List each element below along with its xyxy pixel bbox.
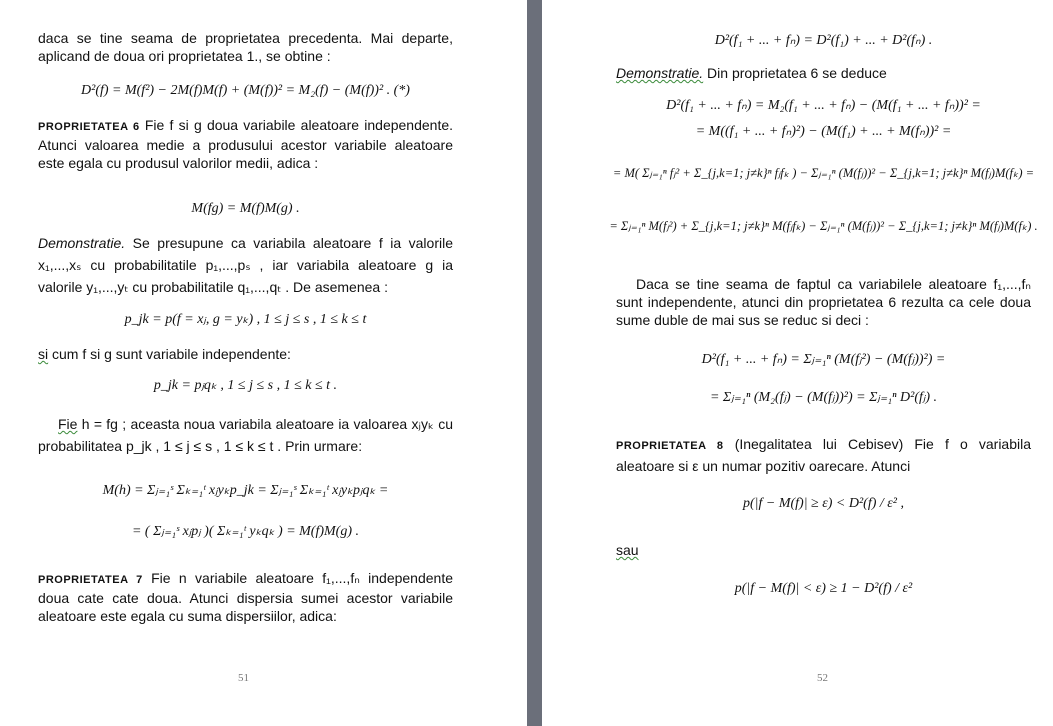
equation: p(|f − M(f)| ≥ ε) < D²(f) / ε² ,: [742, 496, 904, 511]
proposition-8: [616, 434, 1031, 476]
page-right: [542, 0, 1053, 726]
equation: D²(f₁ + ... + fₙ) = Σⱼ₌₁ⁿ (M(fⱼ²) − (M(fⱼ))²) =: [701, 352, 946, 367]
paragraph-text: h = fg ; aceasta noua variabila aleatoare ia valoarea xⱼyₖ cu probabilitatea p_jk , 1 ≤ j ≤ s , 1 ≤ k ≤ t . Prin urmare:: [38, 416, 453, 454]
paragraph: daca se tine seama de proprietatea precedenta. Mai departe, aplicand de doua ori proprietatea 1., se obtine :: [38, 30, 453, 64]
proposition-6: [38, 116, 453, 172]
page-number: 51: [238, 672, 249, 684]
equation: p_jk = pⱼqₖ , 1 ≤ j ≤ s , 1 ≤ k ≤ t .: [153, 378, 338, 393]
paragraph: [38, 413, 453, 457]
equation: = M( Σⱼ₌₁ⁿ fⱼ² + Σ_{j,k=1; j≠k}ⁿ fⱼfₖ ) − Σⱼ₌₁ⁿ (M(fⱼ))² − Σ_{j,k=1; j≠k}ⁿ M(fⱼ)M(fₖ) =: [612, 166, 1035, 180]
proposition-label: PROPRIETATEA 8: [616, 440, 724, 452]
proposition-text: Fie f si g doua variabile aleatoare independente. Atunci valoarea medie a produsului acestor variabile aleatoare este egala cu produsul valorilor medii, adica :: [38, 117, 454, 171]
demonstration-text: Din proprietatea 6 se deduce: [703, 65, 887, 81]
equation: = ( Σⱼ₌₁ˢ xⱼpⱼ )( Σₖ₌₁ᵗ yₖqₖ ) = M(f)M(g) .: [131, 524, 359, 539]
equation: D²(f₁ + ... + fₙ) = M₂(f₁ + ... + fₙ) − (M(f₁ + ... + fₙ))² =: [666, 98, 981, 113]
spellcheck-word: si: [38, 346, 49, 362]
demonstration: [616, 64, 1031, 82]
equation: = M((f₁ + ... + fₙ)²) − (M(f₁) + ... + M(fₙ))² =: [695, 124, 952, 139]
demonstration-label: Demonstratie.: [616, 65, 704, 81]
paragraph: [38, 345, 453, 363]
equation: D²(f₁ + ... + fₙ) = D²(f₁) + ... + D²(fₙ) .: [714, 33, 933, 48]
proposition-7: [38, 569, 453, 625]
page-number: 52: [817, 672, 828, 684]
paragraph-text: cum f si g sunt variabile independente:: [48, 346, 291, 362]
spellcheck-word: Fie: [58, 416, 78, 432]
paragraph: [616, 541, 1031, 559]
equation: = Σⱼ₌₁ⁿ (M₂(fⱼ) − (M(fⱼ))²) = Σⱼ₌₁ⁿ D²(fⱼ) .: [709, 390, 938, 405]
equation: p(|f − M(f)| < ε) ≥ 1 − D²(f) / ε²: [734, 581, 913, 596]
equation: M(fg) = M(f)M(g) .: [191, 201, 300, 216]
demonstration-text: Se presupune ca variabila aleatoare f ia valorile x₁,...,xₛ cu probabilitatile p₁,...,pₛ , iar variabila aleatoare g ia valorile y₁,...,yₜ cu probabilitatile q₁,...,qₜ . De asemenea :: [38, 235, 453, 295]
proposition-label: PROPRIETATEA 6: [38, 121, 140, 133]
equation: M(h) = Σⱼ₌₁ˢ Σₖ₌₁ᵗ xⱼyₖp_jk = Σⱼ₌₁ˢ Σₖ₌₁ᵗ xⱼyₖpⱼqₖ =: [102, 483, 389, 498]
proposition-label: PROPRIETATEA 7: [38, 574, 143, 586]
demonstration: [38, 232, 453, 298]
demonstration-label: Demonstratie.: [38, 235, 126, 251]
equation: p_jk = p(f = xⱼ, g = yₖ) , 1 ≤ j ≤ s , 1 ≤ k ≤ t: [124, 312, 367, 327]
spellcheck-word: sau: [616, 542, 639, 558]
proposition-text: Fie n variabile aleatoare f₁,...,fₙ independente doua cate cate doua. Atunci dispersia sumei acestor variabile aleatoare este egala cu suma dispersiilor, adica:: [38, 570, 454, 624]
equation: D²(f) = M(f²) − 2M(f)M(f) + (M(f))² = M₂(f) − (M(f))² . (*): [81, 83, 410, 98]
equation: = Σⱼ₌₁ⁿ M(fⱼ²) + Σ_{j,k=1; j≠k}ⁿ M(fⱼfₖ) − Σⱼ₌₁ⁿ (M(fⱼ))² − Σ_{j,k=1; j≠k}ⁿ M(fⱼ)M(fₖ) .: [609, 219, 1038, 233]
page-gutter: [527, 0, 542, 726]
proposition-text: (Inegalitatea lui Cebisev) Fie f o variabila aleatoare si ε un numar pozitiv oarecare. Atunci: [616, 436, 1032, 474]
paragraph: Daca se tine seama de faptul ca variabilele aleatoare f₁,...,fₙ sunt independente, atunci din proprietatea 6 rezulta ca cele doua sume duble de mai sus se reduc si deci :: [616, 276, 1031, 328]
